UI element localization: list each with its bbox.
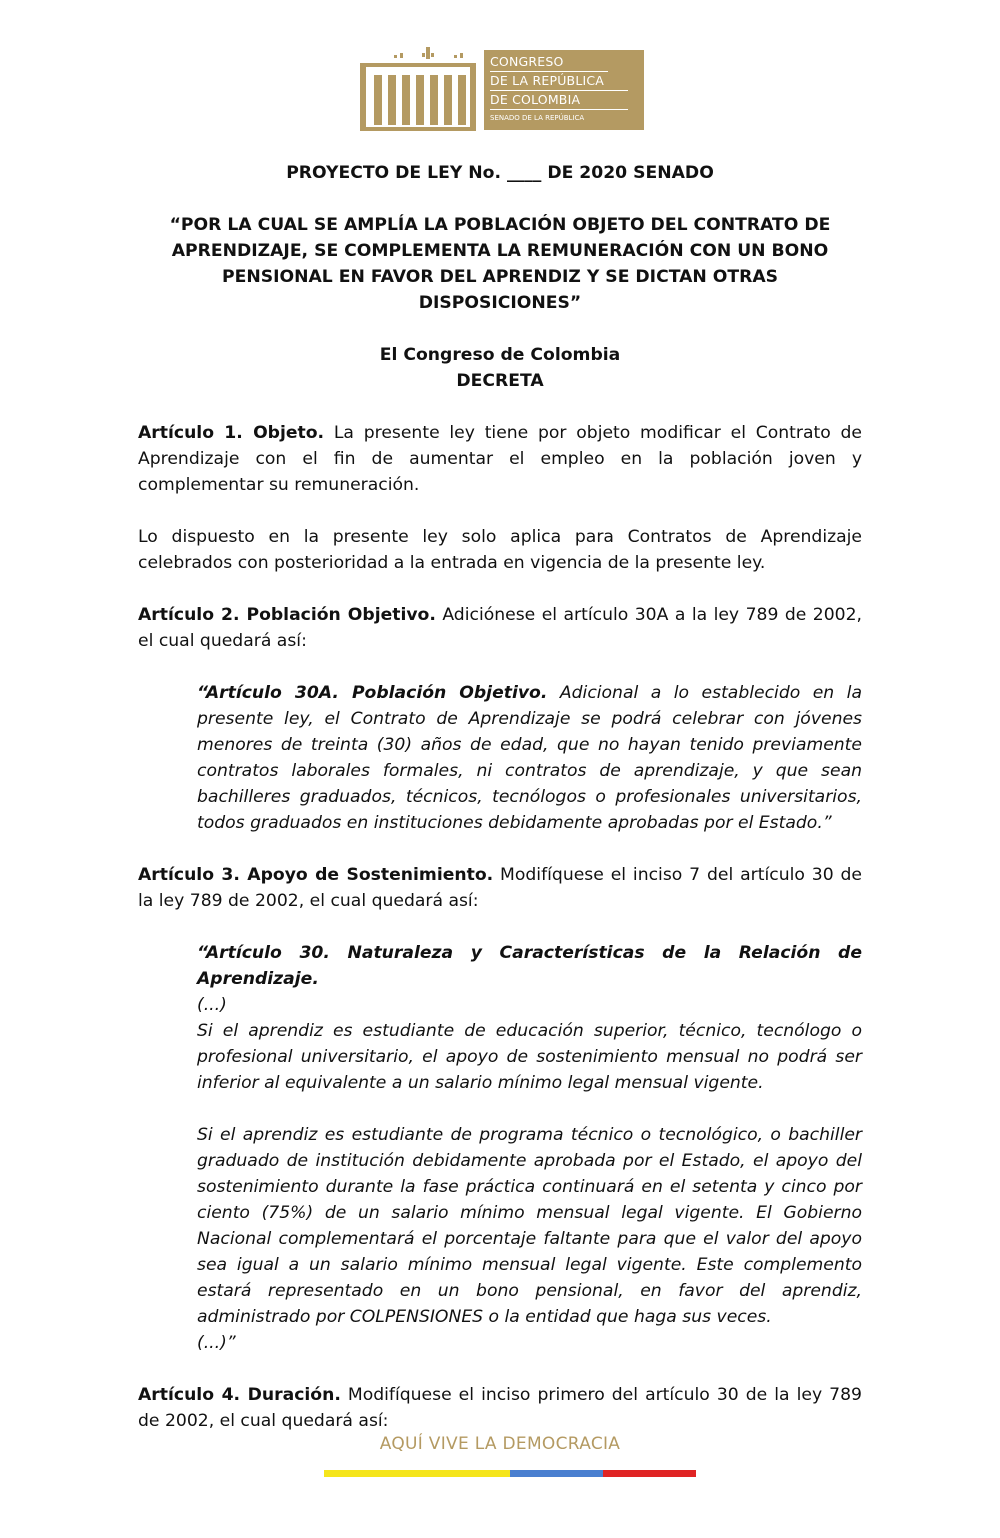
- article-30-paragraph-2: Si el aprendiz es estudiante de programa técnico o tecnológico, o bachiller graduado de institución debidamente aprobada por el Estado, el apoyo del sostenimiento durante la fase práctica continuará en el setenta y cinco por ciento (75%) de un salario mínimo mensual legal vigente. El Gobierno Nacional complementará el porcentaje faltante para que el valor del apoyo sea igual a un salario mínimo mensual legal vigente. Este complemento estará representado en un bono pensional, en favor del aprendiz, administrado por COLPENSIONES o la entidad que haga sus veces.: [197, 1125, 862, 1327]
- decree-heading: DECRETA: [456, 371, 544, 391]
- logo-line-3: DE COLOMBIA: [490, 92, 581, 107]
- article-3-text: Modifíquese el inciso 7 del artículo 30 de la ley 789 de 2002, el cual quedará así:: [138, 865, 863, 911]
- article-30a-quote: [197, 680, 862, 836]
- logo-wordmark: [484, 50, 644, 130]
- article-4: [138, 1382, 862, 1434]
- logo-line-4: SENADO DE LA REPÚBLICA: [490, 114, 585, 122]
- article-1-paragraph-2: Lo dispuesto en la presente ley solo aplica para Contratos de Aprendizaje celebrados con posterioridad a la entrada en vigencia de la presente ley.: [138, 527, 862, 573]
- article-3: [138, 862, 862, 914]
- article-30-paragraph-1: Si el aprendiz es estudiante de educación superior, técnico, tecnólogo o profesional universitario, el apoyo de sostenimiento mensual no podrá ser inferior al equivalente a un salario mínimo legal mensual vigente.: [197, 1021, 862, 1093]
- logo-line-1: CONGRESO: [490, 54, 564, 69]
- article-1-heading: Artículo 1. Objeto.: [138, 423, 325, 443]
- article-4-heading: Artículo 4. Duración.: [138, 1385, 341, 1405]
- ellipsis-close: (...)”: [197, 1333, 236, 1353]
- capitol-icon: [358, 45, 482, 133]
- article-1: [138, 420, 862, 498]
- flag-stripe-yellow: [324, 1470, 510, 1477]
- logo-rule: [490, 90, 628, 91]
- logo-rule: [490, 109, 628, 110]
- bill-subtitle: “POR LA CUAL SE AMPLÍA LA POBLACIÓN OBJETO DEL CONTRATO DE APRENDIZAJE, SE COMPLEMENTA LA REMUNERACIÓN CON UN BONO PENSIONAL EN FAVOR DEL APRENDIZ Y SE DICTAN OTRAS DISPOSICIONES”: [169, 215, 831, 313]
- article-30a-text: Adicional a lo establecido en la presente ley, el Contrato de Aprendizaje se podrá celebrar con jóvenes menores de treinta (30) años de edad, que no hayan tenido previamente contratos laborales formales, ni contratos de aprendizaje, y que sean bachilleres graduados, técnicos, tecnólogos o profesionales universitarios, todos graduados en instituciones debidamente aprobadas por el Estado.”: [197, 683, 862, 833]
- article-2: [138, 602, 862, 654]
- article-3-heading: Artículo 3. Apoyo de Sostenimiento.: [138, 865, 494, 885]
- article-2-heading: Artículo 2. Población Objetivo.: [138, 605, 436, 625]
- bill-title: PROYECTO DE LEY No. ____ DE 2020 SENADO: [286, 163, 714, 183]
- document-body: [138, 160, 862, 1434]
- article-4-text: Modifíquese el inciso primero del artículo 30 de la ley 789 de 2002, el cual quedará así:: [138, 1385, 862, 1431]
- article-2-text: Adiciónese el artículo 30A a la ley 789 de 2002, el cual quedará así:: [138, 605, 862, 651]
- footer-slogan: AQUÍ VIVE LA DEMOCRACIA: [379, 1434, 621, 1454]
- article-1-text: La presente ley tiene por objeto modificar el Contrato de Aprendizaje con el fin de aumentar el empleo en la población joven y complementar su remuneración.: [138, 423, 863, 495]
- issuer: El Congreso de Colombia: [379, 345, 621, 365]
- logo-line-2: DE LA REPÚBLICA: [490, 73, 605, 88]
- ellipsis: (...): [197, 995, 227, 1015]
- flag-stripe-red: [603, 1470, 696, 1477]
- flag-stripe-blue: [510, 1470, 603, 1477]
- logo-rule: [490, 71, 608, 72]
- article-30-quote-heading: [197, 940, 862, 992]
- article-30a-heading: “Artículo 30A. Población Objetivo.: [197, 683, 548, 703]
- congress-logo: [358, 45, 644, 133]
- article-30-heading: “Artículo 30. Naturaleza y Características de la Relación de Aprendizaje.: [197, 943, 862, 989]
